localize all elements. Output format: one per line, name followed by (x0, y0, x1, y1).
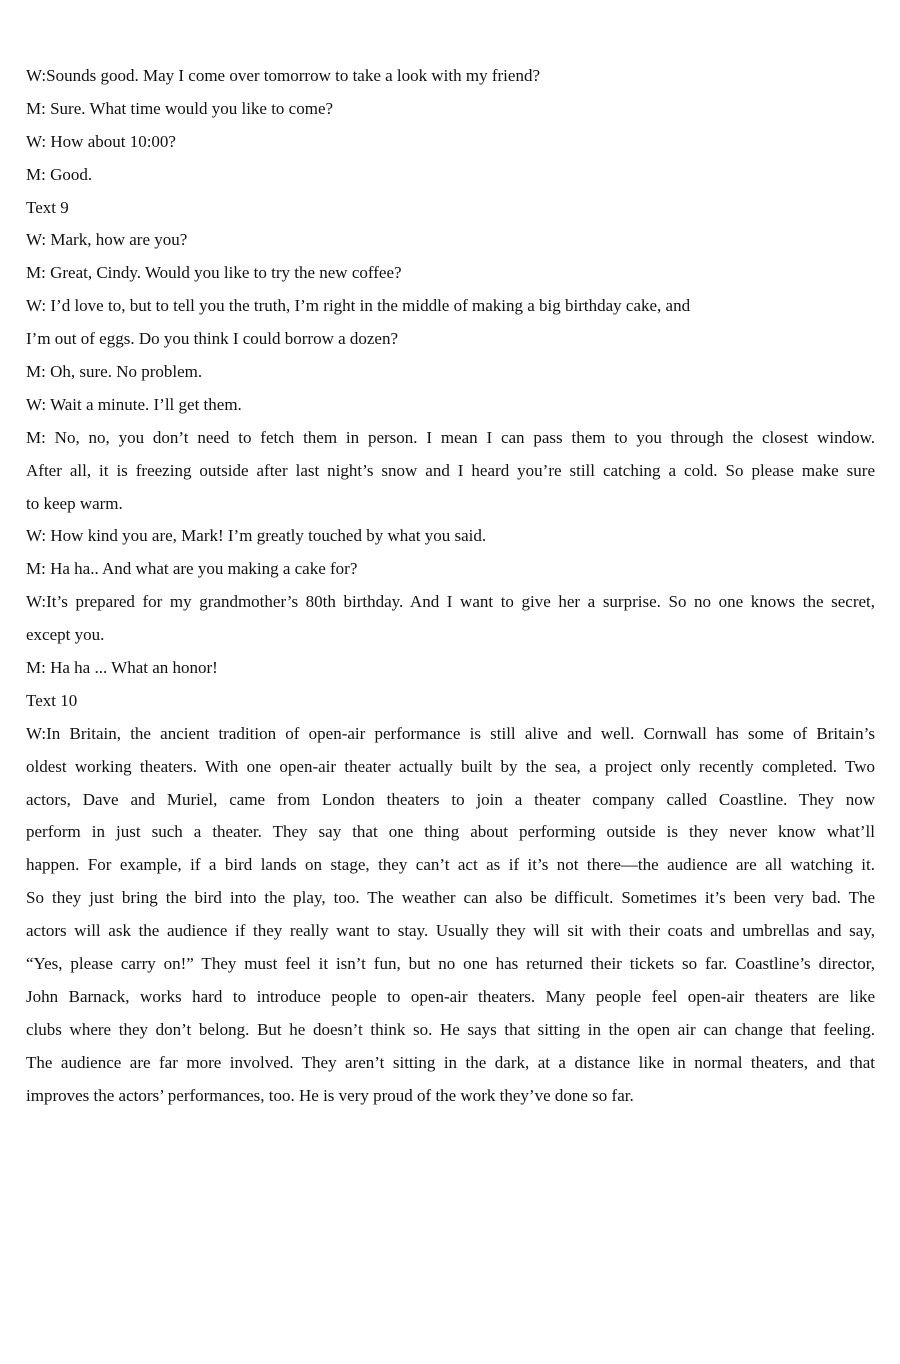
dialogue-line: M: Sure. What time would you like to come? (26, 98, 334, 118)
section-heading: Text 10 (26, 690, 78, 710)
passage-line: oldest working theaters. With one open-air theater actually built by the sea, a project only recently completed. Two (26, 756, 875, 776)
passage-line: clubs where they don’t belong. But he doesn’t think so. He says that sitting in the open air can change that feeling. (26, 1019, 875, 1039)
passage-line: John Barnack, works hard to introduce people to open-air theaters. Many people feel open-air theaters are like (26, 986, 875, 1006)
dialogue-line: W: I’d love to, but to tell you the truth, I’m right in the middle of making a big birthday cake, and (26, 296, 691, 316)
section-heading: Text 9 (26, 197, 69, 217)
dialogue-line: W: Mark, how are you? (26, 230, 188, 250)
dialogue-line: I’m out of eggs. Do you think I could borrow a dozen? (26, 329, 399, 349)
dialogue-line: M: Ha ha.. And what are you making a cake for? (26, 559, 358, 579)
passage-line: actors, Dave and Muriel, came from London theaters to join a theater company called Coastline. They now (26, 789, 875, 809)
passage-line: So they just bring the bird into the play, too. The weather can also be difficult. Sometimes it’s been very bad. The (26, 888, 875, 908)
passage-line: actors will ask the audience if they really want to stay. Usually they will sit with their coats and umbrellas and say, (26, 921, 875, 941)
dialogue-line: W: How kind you are, Mark! I’m greatly touched by what you said. (26, 526, 487, 546)
passage-line: perform in just such a theater. They say that one thing about performing outside is they never know what’ll (26, 822, 875, 842)
dialogue-line: W:Sounds good. May I come over tomorrow to take a look with my friend? (26, 66, 540, 85)
dialogue-line: M: Good. (26, 164, 93, 184)
dialogue-line: W: How about 10:00? (26, 131, 176, 151)
passage-line: happen. For example, if a bird lands on stage, they can’t act as if it’s not there—the audience are all watching it. (26, 855, 875, 875)
document-page (26, 60, 875, 1113)
dialogue-line: W: Wait a minute. I’ll get them. (26, 394, 242, 414)
passage-line: The audience are far more involved. They aren’t sitting in the dark, at a distance like in normal theaters, and that (26, 1052, 875, 1072)
passage-line: improves the actors’ performances, too. He is very proud of the work they’ve done so far. (26, 1085, 634, 1105)
dialogue-line: M: Ha ha ... What an honor! (26, 658, 218, 678)
dialogue-line: M: Great, Cindy. Would you like to try the new coffee? (26, 263, 402, 283)
passage-line: “Yes, please carry on!” They must feel it isn’t fun, but no one has returned their tickets so far. Coastline’s director, (26, 954, 875, 974)
dialogue-line: M: Oh, sure. No problem. (26, 362, 203, 382)
dialogue-line: except you. (26, 625, 105, 645)
dialogue-line: to keep warm. (26, 493, 123, 513)
dialogue-line: W:It’s prepared for my grandmother’s 80th birthday. And I want to give her a surprise. So no one knows the secret, (26, 592, 875, 612)
dialogue-line: M: No, no, you don’t need to fetch them in person. I mean I can pass them to you through the closest window. (26, 427, 875, 447)
dialogue-line: After all, it is freezing outside after last night’s snow and I heard you’re still catching a cold. So please make sure (26, 460, 875, 480)
passage-line: W:In Britain, the ancient tradition of open-air performance is still alive and well. Cornwall has some of Britain’s (26, 723, 875, 743)
